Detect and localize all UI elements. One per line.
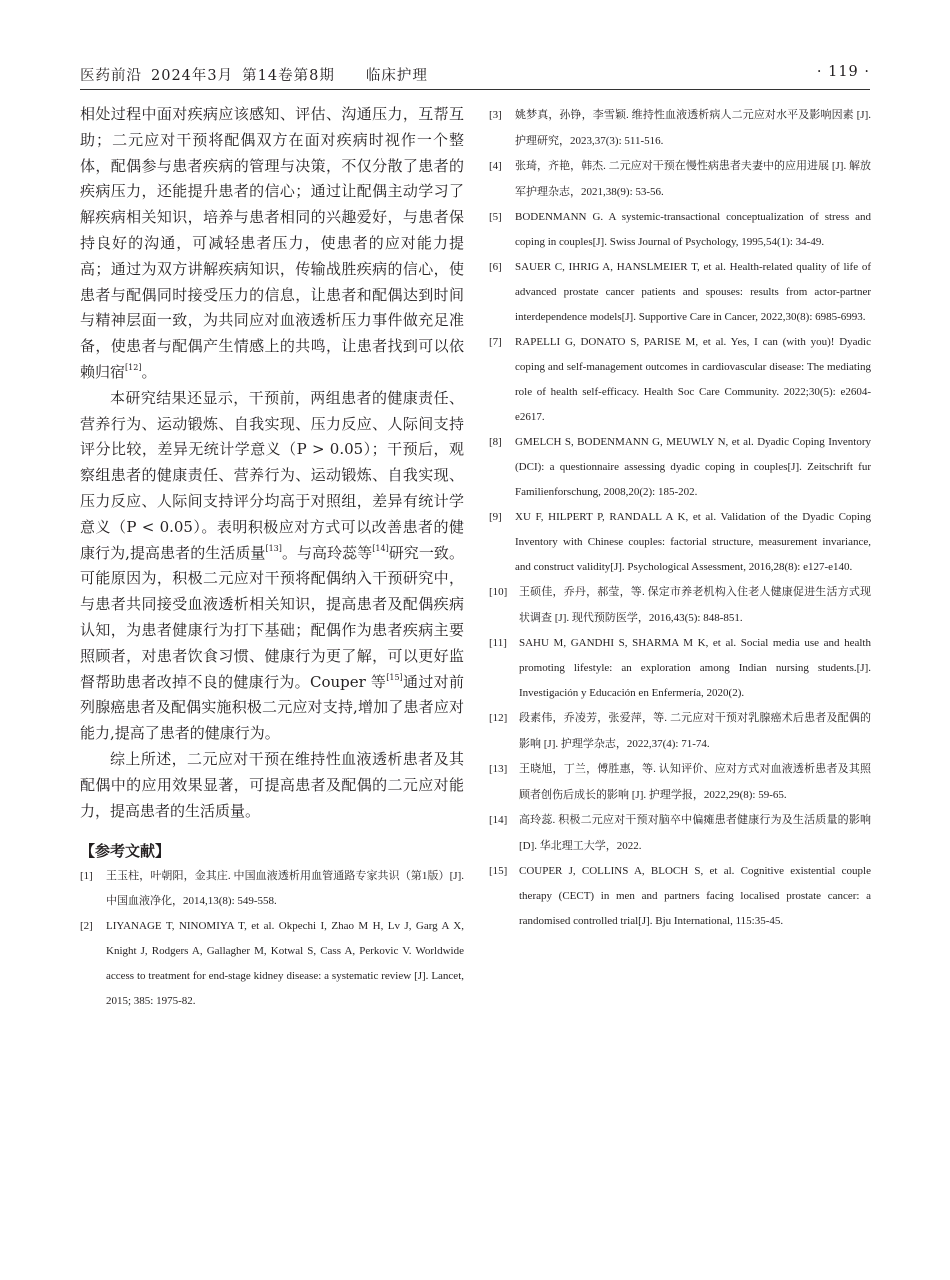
citation-12: [12] <box>125 362 142 372</box>
reference-item: [3] 姚梦真，孙铮，李雪颖. 维持性血液透析病人二元应对水平及影响因素 [J]. 护理研究，2023,37(3): 511-516. <box>489 109 871 147</box>
reference-item: [12] 段素伟，乔凌芳，张爱萍，等. 二元应对干预对乳腺癌术后患者及配偶的影响 [J]. 护理学杂志，2022,37(4): 71-74. <box>489 712 871 750</box>
right-column <box>489 103 871 934</box>
body-paragraph-2: 本研究结果还显示，干预前，两组患者的健康责任、营养行为、运动锻炼、自我实现、压力反应、人际间支持评分比较，差异无统计学意义（P > 0.05）；干预后，观察组患者的健康责任、营养行为、运动锻炼、自我实现、压力反应、人际间支持评分均高于对照组，差异有统计学意义（P < 0.05）。表明积极应对方式可以改善患者的健康行为,提高患者的生活质量[13]。与高玲蕊等[14]研究一致。可能原因为，积极二元应对干预将配偶纳入干预研究中，与患者共同接受血液透析相关知识，提高患者及配偶疾病认知，为患者健康行为打下基础；配偶作为患者疾病主要照顾者，对患者饮食习惯、健康行为更了解，可以更好监督帮助患者改掉不良的健康行为。Couper 等[15]通过对前列腺癌患者及配偶实施积极二元应对支持,增加了患者应对能力,提高了患者的健康行为。 <box>80 388 464 743</box>
left-column <box>80 102 464 1014</box>
running-header <box>80 64 870 84</box>
issue-date: 2024年3月 <box>151 68 234 84</box>
reference-item: [1] 王玉柱，叶朝阳，金其庄. 中国血液透析用血管通路专家共识（第1版）[J]. 中国血液净化，2014,13(8): 549-558. <box>80 870 464 908</box>
citation-13: [13] <box>265 543 282 553</box>
reference-item: [2] LIYANAGE T, NINOMIYA T, et al. Okpechi I, Zhao M H, Lv J, Garg A X, Knight J, Rodgers A, Gallagher M, Kotwal S, Cass A, Perkovic V. Worldwide access to treatment for end-stage kidney disease: a systematic review [J]. Lancet, 2015; 385: 1975-82. <box>80 920 464 1008</box>
section-name: 临床护理 <box>365 68 428 84</box>
reference-item: [4] 张琦，齐艳，韩杰. 二元应对干预在慢性病患者夫妻中的应用进展 [J]. 解放军护理杂志，2021,38(9): 53-56. <box>489 160 871 198</box>
reference-item: [5] BODENMANN G. A systemic-transactional conceptualization of stress and coping in couples[J]. Swiss Journal of Psychology, 1995,54(1): 34-49. <box>489 211 871 248</box>
reference-item: [8] GMELCH S, BODENMANN G, MEUWLY N, et al. Dyadic Coping Inventory (DCI): a questionnaire assessing dyadic coping in couples[J]. Zeitschrift fur Familienforschung, 2008,20(2): 185-202. <box>489 436 871 498</box>
journal-name: 医药前沿 <box>80 68 142 84</box>
reference-item: [7] RAPELLI G, DONATO S, PARISE M, et al. Yes, I can (with you)! Dyadic coping and self-management outcomes in cardiovascular disease: The mediating role of health self-efficacy. Health Soc Care Community. 2022;30(5): e2604-e2617. <box>489 336 871 423</box>
reference-item: [9] XU F, HILPERT P, RANDALL A K, et al. Validation of the Dyadic Coping Inventory with Chinese couples: factorial structure, measurement invariance, and construct validity[J]. Psychological Assessment, 2016,28(8): e127-e140. <box>489 511 871 573</box>
header-left <box>80 64 437 85</box>
header-rule <box>80 89 870 90</box>
citation-14: [14] <box>372 543 389 553</box>
body-paragraph-1: 相处过程中面对疾病应该感知、评估、沟通压力，互帮互助；二元应对干预将配偶双方在面对疾病时视作一个整体，配偶参与患者疾病的管理与决策，不仅分散了患者的疾病压力，还能提升患者的信心；通过让配偶主动学习了解疾病相关知识，培养与患者相同的兴趣爱好，与患者保持良好的沟通，可减轻患者压力，使患者的应对能力提高；通过为双方讲解疾病知识，传输战胜疾病的信心，使患者与配偶同时接受压力的信息，让患者和配偶达到时间与精神层面一致，为共同应对血液透析压力事件做充足准备，使患者与配偶产生情感上的共鸣，让患者找到可以依赖归宿[12]。 <box>80 105 464 381</box>
reference-item: [15] COUPER J, COLLINS A, BLOCH S, et al. Cognitive existential couple therapy (CECT) in men and partners facing localised prostate cancer: a randomised controlled trial[J]. Bju International, 115:35-45. <box>489 865 871 927</box>
references-heading: 【参考文献】 <box>80 842 171 861</box>
reference-item: [10] 王硕佳，乔丹，郝莹，等. 保定市养老机构入住老人健康促进生活方式现状调查 [J]. 现代预防医学，2016,43(5): 848-851. <box>489 586 871 624</box>
reference-item: [13] 王晓旭，丁兰，傅胜惠，等. 认知评价、应对方式对血液透析患者及其照顾者创伤后成长的影响 [J]. 护理学报，2022,29(8): 59-65. <box>489 763 871 801</box>
body-paragraph-3: 综上所述，二元应对干预在维持性血液透析患者及其配偶中的应用效果显著，可提高患者及配偶的二元应对能力，提高患者的生活质量。 <box>80 749 464 820</box>
reference-item: [6] SAUER C, IHRIG A, HANSLMEIER T, et al. Health-related quality of life of advanced prostate cancer patients and spouses: results from actor-partner interdependence models[J]. Supportive Care in Cancer, 2022,30(8): 6985-6993. <box>489 261 871 323</box>
reference-item: [11] SAHU M, GANDHI S, SHARMA M K, et al. Social media use and health promoting lifestyle: an exploration among Indian nursing students.[J]. Investigación y Educación en Enfermería, 2020(2). <box>489 637 871 699</box>
citation-15: [15] <box>386 672 403 682</box>
reference-item: [14] 高玲蕊. 积极二元应对干预对脑卒中偏瘫患者健康行为及生活质量的影响 [D]. 华北理工大学，2022. <box>489 814 871 852</box>
volume-issue: 第14卷第8期 <box>242 68 335 84</box>
page-number: · 119 · <box>816 64 870 80</box>
